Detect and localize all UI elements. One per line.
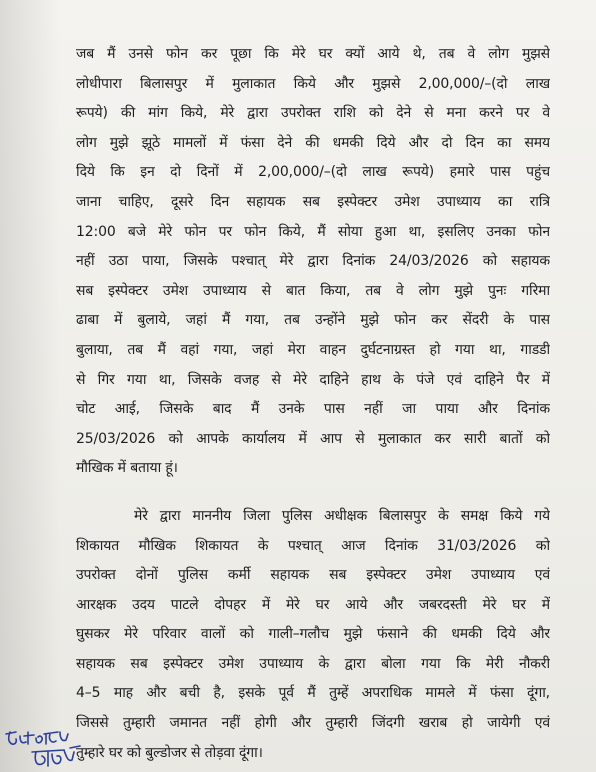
text-line: मौखिक में बताया हूं। bbox=[76, 460, 178, 477]
text-line: से गिर गया था, जिसके वजह से मेरे दाहिने हाथ के पंजे एवं दाहिने पैर में bbox=[76, 371, 550, 388]
page-shadow bbox=[0, 0, 60, 772]
text-line: शिकायत मौखिक शिकायत के पश्चात् आज दिनांक 31/03/2026 को bbox=[76, 537, 550, 554]
text-line: बुलाया, तब मैं वहां गया, जहां मेरा वाहन दुर्घटनाग्रस्त हो गया था, गाडडी bbox=[76, 341, 550, 358]
handwritten-signature bbox=[2, 722, 92, 772]
text-line: जाना चाहिए, दूसरे दिन सहायक सब इस्पेक्टर उमेश उपाध्याय का रात्रि bbox=[76, 193, 550, 210]
text-line: 4–5 माह और बची है, इसके पूर्व मैं तुम्हें अपराधिक मामले में फंसा दूंगा, bbox=[76, 685, 550, 702]
text-line: आरक्षक उदय पाटले दोपहर में मेरे घर आये और जबरदस्ती मेरे घर में bbox=[76, 596, 550, 613]
text-line: तुम्हारे घर को बुल्डोजर से तोड़वा दूंगा। bbox=[76, 744, 263, 761]
text-line: सहायक सब इस्पेक्टर उमेश उपाध्याय के द्वारा बोला गया कि मेरी नौकरी bbox=[76, 655, 550, 672]
text-line: 12:00 बजे मेरे फोन पर फोन किये, मैं सोया हुआ था, इसलिए उनका फोन bbox=[76, 223, 550, 240]
text-line: जब मैं उनसे फोन कर पूछा कि मेरे घर क्यों आये थे, तब वे लोग मुझसे bbox=[76, 46, 550, 62]
paragraph-1 bbox=[76, 40, 550, 484]
text-line: लोग मुझे झूठे मामलों में फंसा देने की धमकी दिये और दो दिन का समय bbox=[76, 134, 550, 151]
text-line: जिससे तुम्हारी जमानत नहीं होगी और तुम्हारी जिंदगी खराब हो जायेगी एवं bbox=[76, 715, 550, 732]
text-line: चोट आई, जिसके बाद मैं उनके पास नहीं जा पाया और दिनांक bbox=[76, 401, 550, 418]
paragraph-2 bbox=[76, 502, 550, 768]
text-line: लोधीपारा बिलासपुर में मुलाकात किये और मुझसे 2,00,000/–(दो लाख bbox=[76, 75, 550, 92]
text-line: दिये कि इन दो दिनों में 2,00,000/–(दो लाख रूपये) हमारे पास पहुंच bbox=[76, 164, 550, 181]
text-line: ढाबा में बुलाये, जहां मैं गया, तब उन्होंने मुझे फोन कर सेंदरी के पास bbox=[76, 312, 550, 329]
text-line: नहीं उठा पाया, जिसके पश्चात् मेरे द्वारा दिनांक 24/03/2026 को सहायक bbox=[76, 253, 550, 270]
text-line: उपरोक्त दोनों पुलिस कर्मी सहायक सब इस्पेक्टर उमेश उपाध्याय एवं bbox=[76, 567, 550, 584]
text-line: 25/03/2026 को आपके कार्यालय में आप से मुलाकात कर सारी बातों को bbox=[76, 430, 550, 447]
paragraph-gap bbox=[76, 484, 550, 502]
letter-body bbox=[76, 40, 550, 768]
text-line: रूपये) की मांग किये, मेरे द्वारा उपरोक्त राशि को देने से मना करने पर वे bbox=[76, 105, 550, 122]
text-line: घुसकर मेरे परिवार वालों को गाली–गलौच मुझे फंसाने की धमकी दिये और bbox=[76, 626, 550, 643]
text-line: मेरे द्वारा माननीय जिला पुलिस अधीक्षक बिलासपुर के समक्ष किये गये bbox=[134, 507, 550, 524]
text-line: सब इस्पेक्टर उमेश उपाध्याय से बात किया, तब वे लोग मुझे पुनः गरिमा bbox=[76, 282, 550, 299]
